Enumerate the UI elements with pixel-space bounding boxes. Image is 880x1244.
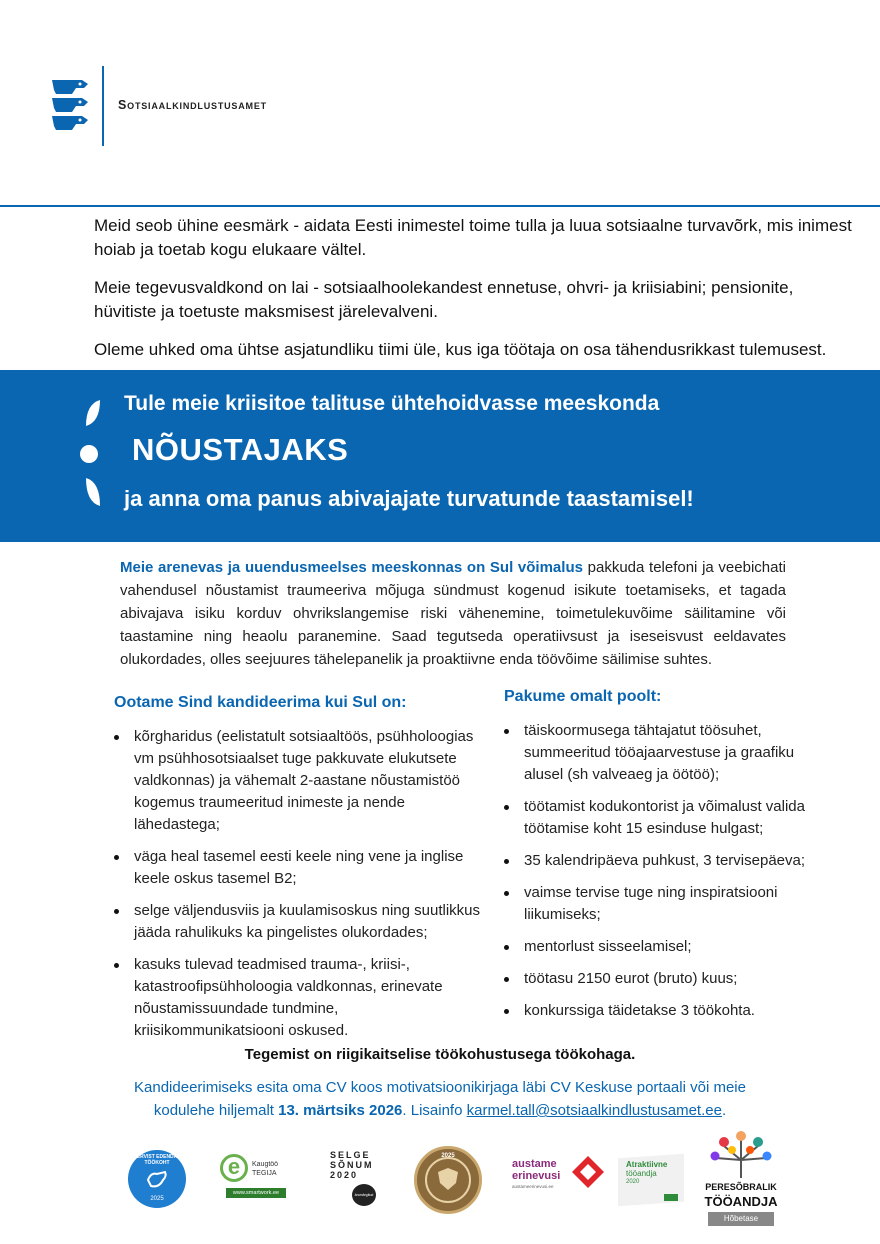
remote-work-logo: e Kaugtöö TEGIJA www.smartwork.ee [218,1154,290,1200]
list-item: täiskoormusega tähtajatut töösuhet, summeeritud tööajaarvestuse ja graafiku alusel (sh valveaeg ja öötöö); [504,720,824,786]
bullet-icon [504,1009,509,1014]
shield-icon [437,1167,459,1191]
application-info: Kandideerimiseks esita oma CV koos motivatsioonikirjaga läbi CV Keskuse portaali või meie kodulehe hiljemalt 13. märtsiks 2026. Lisainfo karmel.tall@sotsiaalkindlustusamet.ee. [134,1079,746,1119]
description-body: pakkuda telefoni ja veebichati vahendusel nõustamist traumeeriva mõjuga sündmust kogenud isikute toetamiseks, et tagada abivajava isiku korduv ohvrikslangemise riski vähenemine, toimetulekuvõime säilitamine või taastamine ning heaolu paranemine. Saad tegutseda operatiivsust ja iseseisvust eeldavates olukordades, olles seejuures tähelepanelik ja proaktiivne enda töövõime säilimise suhtes. [120,559,786,668]
list-item: konkurssiga täidetakse 3 töökohta. [504,1000,824,1022]
contact-email-link[interactable]: karmel.tall@sotsiaalkindlustusamet.ee [466,1102,722,1119]
defense-note: Tegemist on riigikaitselise töökohustusega töökohaga. [244,1046,636,1063]
bullet-icon [504,805,509,810]
job-title: NÕUSTAJAKS [132,432,349,467]
bullet-icon [504,891,509,896]
header-rule [0,205,880,207]
diversity-mark-icon [570,1154,606,1190]
job-description [120,556,786,671]
list-item: väga heal tasemel eesti keele ning vene ja inglise keele oskus tasemel B2; [114,846,490,890]
diversity-logo: austame erinevusi austameerinevusi.ee [512,1154,608,1194]
bullet-icon [504,977,509,982]
healthy-workplace-logo: TERVIST EDENDAV TÖÖKOHT 2025 [128,1150,186,1208]
bullet-icon [114,909,119,914]
bullet-icon [504,859,509,864]
coat-of-arms-icon [48,76,92,132]
list-item: töötasu 2150 eurot (bruto) kuus; [504,968,824,990]
list-item: selge väljendusviis ja kuulamisoskus ning suutlikkus jääda rahulikuks ka pingelistes olukordades; [114,900,490,944]
tree-icon [710,1130,772,1180]
seal-logo: 2025 [414,1146,482,1214]
list-item: 35 kalendripäeva puhkust, 3 tervisepäeva; [504,850,824,872]
bullet-icon [114,735,119,740]
list-item: töötamist kodukontorist ja võimalust valida töötamise koht 15 esinduse hulgast; [504,796,824,840]
intro-paragraph-1: Meid seob ühine eesmärk - aidata Eesti inimestel toime tulla ja luua sotsiaalne turvavõrk, mis inimest hoiab ja toetab kogu elukaare vältel. [94,216,852,259]
family-friendly-logo: PERESÕBRALIK TÖÖANDJA Hõbetase [704,1130,778,1230]
header-divider [102,66,104,146]
org-name: Sotsiaalkindlustusamet [118,98,267,112]
list-item: kasuks tulevad teadmised trauma-, kriisi-, katastroofipsühholoogia valdkonnas, erinevate nõustamissuundade tundmine, kriisikommunikatsiooni oskused. [114,954,490,1042]
requirements-heading: Ootame Sind kandideerima kui Sul on: [114,694,407,711]
attractive-employer-logo: Atraktiivne tööandja 2020 [616,1150,688,1206]
list-item: kõrgharidus (eelistatult sotsiaaltöös, psühholoogias vm psühhosotsiaalset tuge pakkuvate elukutsete valdkonnas) ja vähemalt 2-aastane nõustamistöö kogemus traumeeritud inimeste ja nende lähedastega; [114,726,490,836]
intro-paragraph-3: Oleme uhked oma ühtse asjatundliku tiimi üle, kus iga töötaja on osa tähendusrikkast tulemusest. [94,340,827,359]
hand-icon [145,1168,169,1190]
offers-list [504,720,824,1032]
bullet-icon [114,855,119,860]
list-item: mentorlust sisseelamisel; [504,936,824,958]
list-item: vaimse tervise tuge ning inspiratsiooni liikumiseks; [504,882,824,926]
plain-language-logo: SELGE SÕNUM 2020 äramärgitud töö [330,1150,378,1208]
offers-heading: Pakume omalt poolt: [504,688,662,705]
requirements-list [114,726,490,1052]
bullet-icon [504,945,509,950]
decorative-shapes-icon [76,396,104,512]
banner-invitation: Tule meie kriisitoe talituse ühtehoidvasse meeskonda [124,392,660,415]
intro-paragraph-2: Meie tegevusvaldkond on lai - sotsiaalhoolekandest ennetuse, ohvri- ja kriisiabini; pensionite, hüvitiste ja toetuste maksmisest järelevalveni. [94,278,794,321]
bullet-icon [114,963,119,968]
banner-tagline: ja anna oma panus abivajajate turvatunde taastamisel! [124,486,694,511]
description-lead: Meie arenevas ja uuendusmeelses meeskonnas on Sul võimalus [120,559,583,576]
bullet-icon [504,729,509,734]
deadline: 13. märtsiks 2026 [278,1102,403,1119]
